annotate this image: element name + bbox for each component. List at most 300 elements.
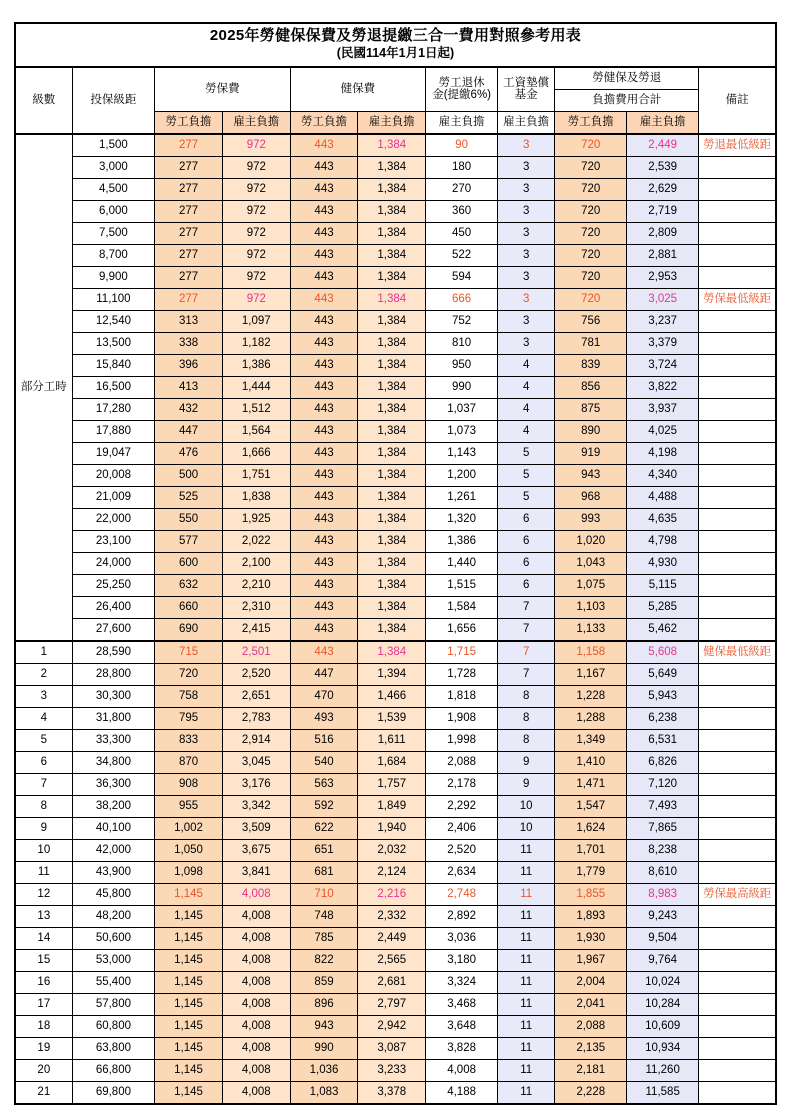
table-row [15, 905, 776, 927]
total-employee-cell: 1,624 [555, 817, 627, 839]
labor-employer-cell: 3,045 [222, 751, 290, 773]
health-employee-cell: 443 [290, 530, 358, 552]
health-employee-cell: 443 [290, 552, 358, 574]
labor-employee-cell: 396 [155, 354, 223, 376]
table-row [15, 244, 776, 266]
bracket-cell: 26,400 [72, 596, 155, 618]
wage-fund-cell: 3 [498, 134, 555, 157]
labor-employee-cell: 447 [155, 420, 223, 442]
header-total-line2: 負擔費用合計 [555, 89, 699, 111]
header-bracket: 投保級距 [72, 67, 155, 134]
table-row [15, 420, 776, 442]
remark-cell [699, 751, 776, 773]
total-employer-cell: 5,115 [627, 574, 699, 596]
labor-employer-cell: 4,008 [222, 993, 290, 1015]
table-row [15, 332, 776, 354]
grade-cell: 4 [15, 707, 72, 729]
bracket-cell: 36,300 [72, 773, 155, 795]
total-employee-cell: 781 [555, 332, 627, 354]
pension-employer-cell: 1,073 [426, 420, 498, 442]
pension-employer-cell: 990 [426, 376, 498, 398]
bracket-cell: 9,900 [72, 266, 155, 288]
labor-employer-cell: 4,008 [222, 1037, 290, 1059]
pension-employer-cell: 4,188 [426, 1081, 498, 1104]
remark-cell [699, 685, 776, 707]
remark-cell [699, 773, 776, 795]
health-employee-cell: 443 [290, 354, 358, 376]
labor-employee-cell: 525 [155, 486, 223, 508]
bracket-cell: 11,100 [72, 288, 155, 310]
health-employer-cell: 1,384 [358, 464, 426, 486]
grade-cell: 19 [15, 1037, 72, 1059]
total-employee-cell: 1,547 [555, 795, 627, 817]
total-employer-cell: 7,493 [627, 795, 699, 817]
labor-employer-cell: 2,501 [222, 641, 290, 664]
health-employer-cell: 2,332 [358, 905, 426, 927]
subheader-total-employer: 雇主負擔 [627, 111, 699, 134]
remark-cell [699, 817, 776, 839]
bracket-cell: 38,200 [72, 795, 155, 817]
remark-cell [699, 927, 776, 949]
header-labor-insurance: 勞保費 [155, 67, 290, 112]
total-employer-cell: 5,649 [627, 663, 699, 685]
total-employee-cell: 968 [555, 486, 627, 508]
bracket-cell: 69,800 [72, 1081, 155, 1104]
total-employer-cell: 3,937 [627, 398, 699, 420]
pension-employer-cell: 2,892 [426, 905, 498, 927]
table-row [15, 751, 776, 773]
wage-fund-cell: 3 [498, 266, 555, 288]
health-employer-cell: 1,384 [358, 332, 426, 354]
bracket-cell: 50,600 [72, 927, 155, 949]
pension-employer-cell: 3,180 [426, 949, 498, 971]
labor-employer-cell: 3,342 [222, 795, 290, 817]
health-employee-cell: 443 [290, 332, 358, 354]
pension-employer-cell: 1,818 [426, 685, 498, 707]
labor-employer-cell: 1,097 [222, 310, 290, 332]
table-row [15, 442, 776, 464]
total-employer-cell: 9,764 [627, 949, 699, 971]
labor-employee-cell: 795 [155, 707, 223, 729]
health-employee-cell: 748 [290, 905, 358, 927]
pension-employer-cell: 4,008 [426, 1059, 498, 1081]
remark-cell [699, 508, 776, 530]
health-employer-cell: 1,384 [358, 420, 426, 442]
health-employer-cell: 1,384 [358, 552, 426, 574]
table-row [15, 310, 776, 332]
total-employee-cell: 720 [555, 134, 627, 157]
labor-employer-cell: 1,564 [222, 420, 290, 442]
pension-employer-cell: 2,634 [426, 861, 498, 883]
wage-fund-cell: 5 [498, 464, 555, 486]
health-employer-cell: 1,384 [358, 354, 426, 376]
total-employee-cell: 875 [555, 398, 627, 420]
labor-employer-cell: 2,914 [222, 729, 290, 751]
health-employer-cell: 1,384 [358, 266, 426, 288]
total-employee-cell: 756 [555, 310, 627, 332]
total-employee-cell: 1,349 [555, 729, 627, 751]
health-employer-cell: 1,394 [358, 663, 426, 685]
pension-employer-cell: 594 [426, 266, 498, 288]
total-employee-cell: 1,471 [555, 773, 627, 795]
header-remark: 備註 [699, 67, 776, 134]
wage-fund-cell: 6 [498, 508, 555, 530]
total-employer-cell: 3,822 [627, 376, 699, 398]
bracket-cell: 27,600 [72, 618, 155, 641]
wage-fund-cell: 7 [498, 618, 555, 641]
bracket-cell: 60,800 [72, 1015, 155, 1037]
remark-cell [699, 156, 776, 178]
grade-cell: 8 [15, 795, 72, 817]
total-employer-cell: 11,585 [627, 1081, 699, 1104]
labor-employee-cell: 277 [155, 244, 223, 266]
total-employer-cell: 10,024 [627, 971, 699, 993]
wage-fund-cell: 7 [498, 663, 555, 685]
health-employer-cell: 1,757 [358, 773, 426, 795]
labor-employee-cell: 1,145 [155, 883, 223, 905]
wage-fund-cell: 6 [498, 552, 555, 574]
wage-fund-cell: 4 [498, 420, 555, 442]
bracket-cell: 3,000 [72, 156, 155, 178]
total-employee-cell: 2,135 [555, 1037, 627, 1059]
health-employee-cell: 443 [290, 310, 358, 332]
wage-fund-cell: 11 [498, 861, 555, 883]
labor-employer-cell: 4,008 [222, 1081, 290, 1104]
total-employee-cell: 2,041 [555, 993, 627, 1015]
bracket-cell: 43,900 [72, 861, 155, 883]
pension-employer-cell: 2,292 [426, 795, 498, 817]
bracket-cell: 22,000 [72, 508, 155, 530]
labor-employee-cell: 1,050 [155, 839, 223, 861]
labor-employee-cell: 277 [155, 222, 223, 244]
subheader-li-employer: 雇主負擔 [222, 111, 290, 134]
total-employee-cell: 720 [555, 266, 627, 288]
labor-employer-cell: 4,008 [222, 883, 290, 905]
total-employee-cell: 1,855 [555, 883, 627, 905]
remark-cell [699, 530, 776, 552]
header-grade: 級數 [15, 67, 72, 134]
health-employee-cell: 443 [290, 200, 358, 222]
health-employee-cell: 443 [290, 244, 358, 266]
total-employee-cell: 1,288 [555, 707, 627, 729]
table-row [15, 486, 776, 508]
health-employer-cell: 2,216 [358, 883, 426, 905]
remark-cell [699, 464, 776, 486]
grade-cell: 15 [15, 949, 72, 971]
total-employer-cell: 3,724 [627, 354, 699, 376]
labor-employer-cell: 3,176 [222, 773, 290, 795]
subheader-hi-employer: 雇主負擔 [358, 111, 426, 134]
health-employee-cell: 859 [290, 971, 358, 993]
health-employer-cell: 1,384 [358, 134, 426, 157]
labor-employer-cell: 972 [222, 266, 290, 288]
table-row [15, 927, 776, 949]
labor-employer-cell: 1,838 [222, 486, 290, 508]
health-employer-cell: 1,384 [358, 178, 426, 200]
total-employer-cell: 4,340 [627, 464, 699, 486]
health-employer-cell: 2,942 [358, 1015, 426, 1037]
total-employee-cell: 1,020 [555, 530, 627, 552]
total-employee-cell: 1,893 [555, 905, 627, 927]
labor-employer-cell: 2,022 [222, 530, 290, 552]
total-employee-cell: 2,181 [555, 1059, 627, 1081]
table-row [15, 971, 776, 993]
total-employer-cell: 2,449 [627, 134, 699, 157]
remark-cell [699, 376, 776, 398]
wage-fund-cell: 9 [498, 751, 555, 773]
grade-cell: 13 [15, 905, 72, 927]
bracket-cell: 48,200 [72, 905, 155, 927]
pension-employer-cell: 2,088 [426, 751, 498, 773]
labor-employee-cell: 476 [155, 442, 223, 464]
pension-employer-cell: 1,440 [426, 552, 498, 574]
pension-employer-cell: 270 [426, 178, 498, 200]
labor-employer-cell: 1,182 [222, 332, 290, 354]
labor-employee-cell: 632 [155, 574, 223, 596]
health-employer-cell: 1,611 [358, 729, 426, 751]
wage-fund-cell: 11 [498, 1059, 555, 1081]
labor-employee-cell: 1,145 [155, 971, 223, 993]
total-employee-cell: 1,075 [555, 574, 627, 596]
remark-cell [699, 1081, 776, 1104]
wage-fund-cell: 7 [498, 641, 555, 664]
pension-employer-cell: 1,728 [426, 663, 498, 685]
total-employer-cell: 4,025 [627, 420, 699, 442]
labor-employee-cell: 1,145 [155, 927, 223, 949]
total-employer-cell: 2,719 [627, 200, 699, 222]
labor-employer-cell: 4,008 [222, 905, 290, 927]
labor-employee-cell: 908 [155, 773, 223, 795]
labor-employee-cell: 720 [155, 663, 223, 685]
pension-employer-cell: 2,406 [426, 817, 498, 839]
labor-employer-cell: 2,210 [222, 574, 290, 596]
bracket-cell: 17,880 [72, 420, 155, 442]
health-employee-cell: 592 [290, 795, 358, 817]
total-employee-cell: 720 [555, 156, 627, 178]
total-employer-cell: 2,881 [627, 244, 699, 266]
wage-fund-cell: 11 [498, 1081, 555, 1104]
wage-fund-cell: 8 [498, 707, 555, 729]
grade-cell: 18 [15, 1015, 72, 1037]
health-employer-cell: 1,384 [358, 618, 426, 641]
health-employer-cell: 3,233 [358, 1059, 426, 1081]
total-employee-cell: 720 [555, 288, 627, 310]
total-employee-cell: 890 [555, 420, 627, 442]
wage-fund-cell: 3 [498, 288, 555, 310]
subheader-hi-employee: 勞工負擔 [290, 111, 358, 134]
total-employer-cell: 7,865 [627, 817, 699, 839]
total-employer-cell: 2,809 [627, 222, 699, 244]
table-row [15, 685, 776, 707]
health-employee-cell: 443 [290, 178, 358, 200]
remark-cell [699, 993, 776, 1015]
document-subtitle: (民國114年1月1日起) [336, 45, 455, 60]
health-employee-cell: 443 [290, 442, 358, 464]
labor-employee-cell: 1,145 [155, 905, 223, 927]
labor-employer-cell: 972 [222, 244, 290, 266]
grade-cell: 10 [15, 839, 72, 861]
remark-cell [699, 1015, 776, 1037]
remark-cell [699, 949, 776, 971]
labor-employer-cell: 4,008 [222, 971, 290, 993]
pension-employer-cell: 2,178 [426, 773, 498, 795]
total-employer-cell: 3,379 [627, 332, 699, 354]
health-employer-cell: 1,384 [358, 398, 426, 420]
health-employer-cell: 1,384 [358, 508, 426, 530]
labor-employer-cell: 972 [222, 134, 290, 157]
subheader-pension-employer: 雇主負擔 [426, 111, 498, 134]
bracket-cell: 28,590 [72, 641, 155, 664]
remark-cell [699, 1059, 776, 1081]
labor-employer-cell: 2,100 [222, 552, 290, 574]
table-body [15, 134, 776, 1104]
bracket-cell: 12,540 [72, 310, 155, 332]
labor-employer-cell: 1,444 [222, 376, 290, 398]
labor-employee-cell: 1,145 [155, 1081, 223, 1104]
wage-fund-cell: 4 [498, 376, 555, 398]
labor-employee-cell: 277 [155, 178, 223, 200]
labor-employee-cell: 1,145 [155, 1015, 223, 1037]
remark-cell [699, 354, 776, 376]
health-employee-cell: 710 [290, 883, 358, 905]
health-employee-cell: 443 [290, 486, 358, 508]
labor-employer-cell: 972 [222, 178, 290, 200]
total-employer-cell: 9,504 [627, 927, 699, 949]
total-employee-cell: 1,701 [555, 839, 627, 861]
pension-employer-cell: 1,515 [426, 574, 498, 596]
health-employer-cell: 1,384 [358, 574, 426, 596]
labor-employee-cell: 550 [155, 508, 223, 530]
pension-employer-cell: 1,998 [426, 729, 498, 751]
total-employee-cell: 2,004 [555, 971, 627, 993]
labor-employee-cell: 432 [155, 398, 223, 420]
remark-cell [699, 552, 776, 574]
labor-employee-cell: 277 [155, 134, 223, 157]
bracket-cell: 63,800 [72, 1037, 155, 1059]
health-employer-cell: 1,384 [358, 376, 426, 398]
table-row [15, 552, 776, 574]
table-row [15, 596, 776, 618]
total-employer-cell: 7,120 [627, 773, 699, 795]
health-employer-cell: 1,384 [358, 641, 426, 664]
labor-employer-cell: 1,925 [222, 508, 290, 530]
labor-employer-cell: 2,783 [222, 707, 290, 729]
wage-fund-cell: 7 [498, 596, 555, 618]
document-title: 2025年勞健保保費及勞退提繳三合一費用對照參考用表 [209, 27, 582, 44]
remark-cell: 勞退最低級距 [699, 134, 776, 157]
health-employee-cell: 651 [290, 839, 358, 861]
header-pension-line1: 勞工退休 [438, 77, 485, 90]
total-employer-cell: 2,953 [627, 266, 699, 288]
table-row [15, 729, 776, 751]
health-employee-cell: 443 [290, 398, 358, 420]
table-row [15, 134, 776, 157]
total-employer-cell: 6,826 [627, 751, 699, 773]
remark-cell [699, 178, 776, 200]
wage-fund-cell: 3 [498, 178, 555, 200]
total-employer-cell: 5,285 [627, 596, 699, 618]
health-employee-cell: 447 [290, 663, 358, 685]
health-employer-cell: 1,684 [358, 751, 426, 773]
total-employer-cell: 11,260 [627, 1059, 699, 1081]
labor-employee-cell: 715 [155, 641, 223, 664]
health-employee-cell: 443 [290, 222, 358, 244]
wage-fund-cell: 5 [498, 486, 555, 508]
pension-employer-cell: 950 [426, 354, 498, 376]
total-employer-cell: 3,237 [627, 310, 699, 332]
bracket-cell: 30,300 [72, 685, 155, 707]
bracket-cell: 28,800 [72, 663, 155, 685]
total-employee-cell: 1,930 [555, 927, 627, 949]
remark-cell [699, 398, 776, 420]
table-row [15, 200, 776, 222]
bracket-cell: 19,047 [72, 442, 155, 464]
pension-employer-cell: 2,520 [426, 839, 498, 861]
health-employee-cell: 943 [290, 1015, 358, 1037]
pension-employer-cell: 90 [426, 134, 498, 157]
table-row [15, 288, 776, 310]
table-row [15, 618, 776, 641]
labor-employer-cell: 1,751 [222, 464, 290, 486]
remark-cell [699, 795, 776, 817]
wage-fund-cell: 4 [498, 398, 555, 420]
wage-fund-cell: 4 [498, 354, 555, 376]
total-employer-cell: 8,983 [627, 883, 699, 905]
pension-employer-cell: 1,715 [426, 641, 498, 664]
labor-employee-cell: 833 [155, 729, 223, 751]
health-employee-cell: 443 [290, 420, 358, 442]
health-employer-cell: 1,384 [358, 310, 426, 332]
labor-employee-cell: 1,145 [155, 949, 223, 971]
labor-employer-cell: 4,008 [222, 927, 290, 949]
health-employer-cell: 1,384 [358, 596, 426, 618]
header-pension [426, 67, 498, 112]
total-employee-cell: 993 [555, 508, 627, 530]
wage-fund-cell: 6 [498, 530, 555, 552]
bracket-cell: 21,009 [72, 486, 155, 508]
labor-employer-cell: 972 [222, 222, 290, 244]
total-employee-cell: 2,088 [555, 1015, 627, 1037]
grade-cell: 14 [15, 927, 72, 949]
labor-employee-cell: 277 [155, 288, 223, 310]
bracket-cell: 42,000 [72, 839, 155, 861]
labor-employee-cell: 500 [155, 464, 223, 486]
part-time-label-cell: 部分工時 [15, 134, 72, 641]
grade-cell: 7 [15, 773, 72, 795]
bracket-cell: 66,800 [72, 1059, 155, 1081]
wage-fund-cell: 8 [498, 685, 555, 707]
bracket-cell: 40,100 [72, 817, 155, 839]
remark-cell [699, 971, 776, 993]
wage-fund-cell: 3 [498, 222, 555, 244]
total-employer-cell: 2,629 [627, 178, 699, 200]
table-row [15, 795, 776, 817]
wage-fund-cell: 3 [498, 332, 555, 354]
labor-employer-cell: 972 [222, 288, 290, 310]
total-employee-cell: 856 [555, 376, 627, 398]
grade-cell: 5 [15, 729, 72, 751]
table-row [15, 266, 776, 288]
labor-employer-cell: 4,008 [222, 1015, 290, 1037]
grade-cell: 12 [15, 883, 72, 905]
health-employer-cell: 1,384 [358, 530, 426, 552]
health-employer-cell: 2,681 [358, 971, 426, 993]
health-employer-cell: 2,565 [358, 949, 426, 971]
remark-cell: 勞保最低級距 [699, 288, 776, 310]
wage-fund-cell: 3 [498, 156, 555, 178]
wage-fund-cell: 11 [498, 971, 555, 993]
table-row [15, 949, 776, 971]
